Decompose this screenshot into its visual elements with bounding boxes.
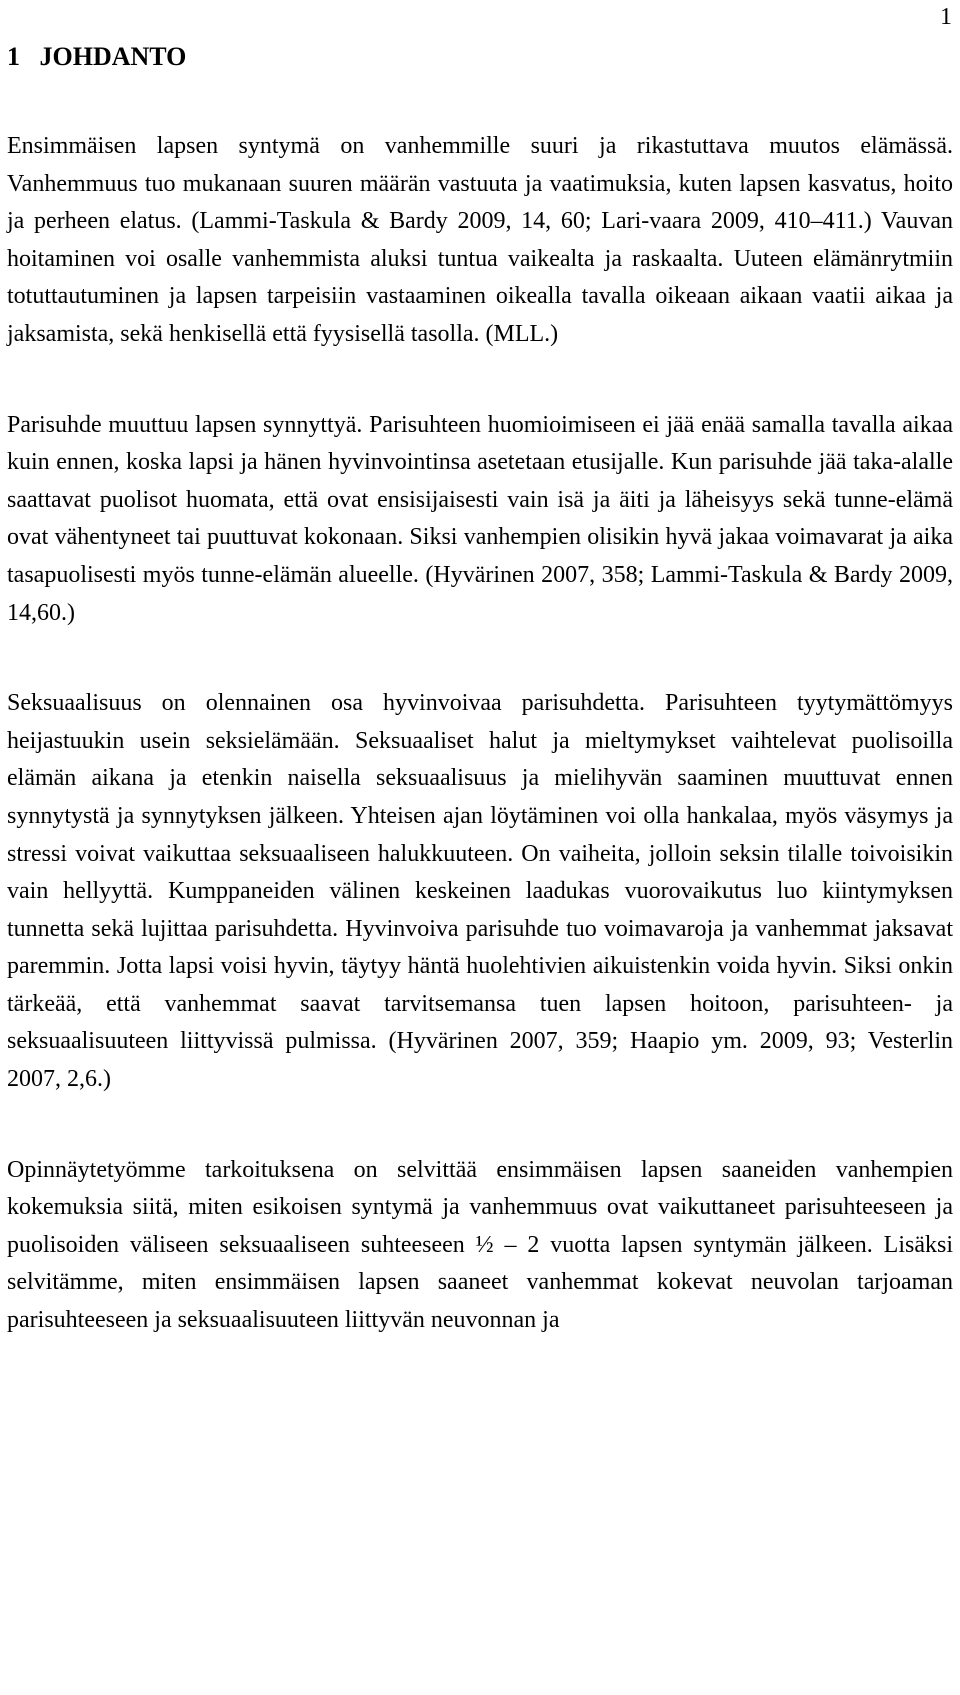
paragraph: Opinnäytetyömme tarkoituksena on selvittää ensimmäisen lapsen saaneiden vanhempien kokemuksia siitä, miten esikoisen syntymä ja vanhemmuus ovat vaikuttaneet parisuhteeseen ja puolisoiden väliseen seksuaaliseen suhteeseen ½ – 2 vuotta lapsen syntymän jälkeen. Lisäksi selvitämme, miten ensimmäisen lapsen saaneet vanhemmat kokevat neuvolan tarjoaman parisuhteeseen ja seksuaalisuuteen liittyvän neuvonnan ja (7, 1156, 953, 1334)
body-text (7, 128, 953, 1340)
paragraph: Parisuhde muuttuu lapsen synnyttyä. Parisuhteen huomioimiseen ei jää enää samalla tavalla aikaa kuin ennen, koska lapsi ja hänen hyvinvointinsa asetetaan etusijalle. Kun parisuhde jää taka-alalle saattavat puolisot huomata, että ovat ensisijaisesti vain isä ja äiti ja läheisyys sekä tunne-elämä ovat vähentyneet tai puuttuvat kokonaan. Siksi vanhempien olisikin hyvä jakaa voimavarat ja aika tasapuolisesti myös tunne-elämän alueelle. (Hyvärinen 2007, 358; Lammi-Taskula & Bardy 2009, 14,60.) (7, 411, 953, 626)
chapter-title: JOHDANTO (39, 42, 187, 71)
chapter-number: 1 (7, 42, 20, 71)
paragraph: Ensimmäisen lapsen syntymä on vanhemmille suuri ja rikastuttava muutos elämässä. Vanhemmuus tuo mukanaan suuren määrän vastuuta ja vaatimuksia, kuten lapsen kasvatus, hoito ja perheen elatus. (Lammi-Taskula & Bardy 2009, 14, 60; Lari-vaara 2009, 410–411.) Vauvan hoitaminen voi osalle vanhemmista aluksi tuntua vaikealta ja raskaalta. Uuteen elämänrytmiin totuttautuminen ja lapsen tarpeisiin vastaaminen oikealla tavalla oikeaan aikaan vaatii aikaa ja jaksamista, sekä henkisellä että fyysisellä tasolla. (MLL.) (7, 133, 953, 347)
page-number: 1 (940, 4, 952, 30)
paragraph: Seksuaalisuus on olennainen osa hyvinvoivaa parisuhdetta. Parisuhteen tyytymättömyys heijastuukin usein seksielämään. Seksuaaliset halut ja mieltymykset vaihtelevat puolisoilla elämän aikana ja etenkin naisella seksuaalisuus ja mielihyvän saaminen muuttuvat ennen synnytystä ja synnytyksen jälkeen. Yhteisen ajan löytäminen voi olla hankalaa, myös väsymys ja stressi voivat vaikuttaa seksuaaliseen halukkuuteen. On vaiheita, jolloin seksin tilalle toivoisikin vain hellyyttä. Kumppaneiden välinen keskeinen laadukas vuorovaikutus luo kiintymyksen tunnetta sekä lujittaa parisuhdetta. Hyvinvoiva parisuhde tuo voimavaroja ja vanhemmat jaksavat paremmin. Jotta lapsi voisi hyvin, täytyy häntä huolehtivien aikuistenkin voida hyvin. Siksi onkin tärkeää, että vanhemmat saavat tarvitsemansa tuen lapsen hoitoon, parisuhteen- ja seksuaalisuuteen liittyvissä pulmissa. (Hyvärinen 2007, 359; Haapio ym. 2009, 93; Vesterlin 2007, 2,6.) (7, 690, 953, 1093)
chapter-heading (7, 40, 186, 74)
